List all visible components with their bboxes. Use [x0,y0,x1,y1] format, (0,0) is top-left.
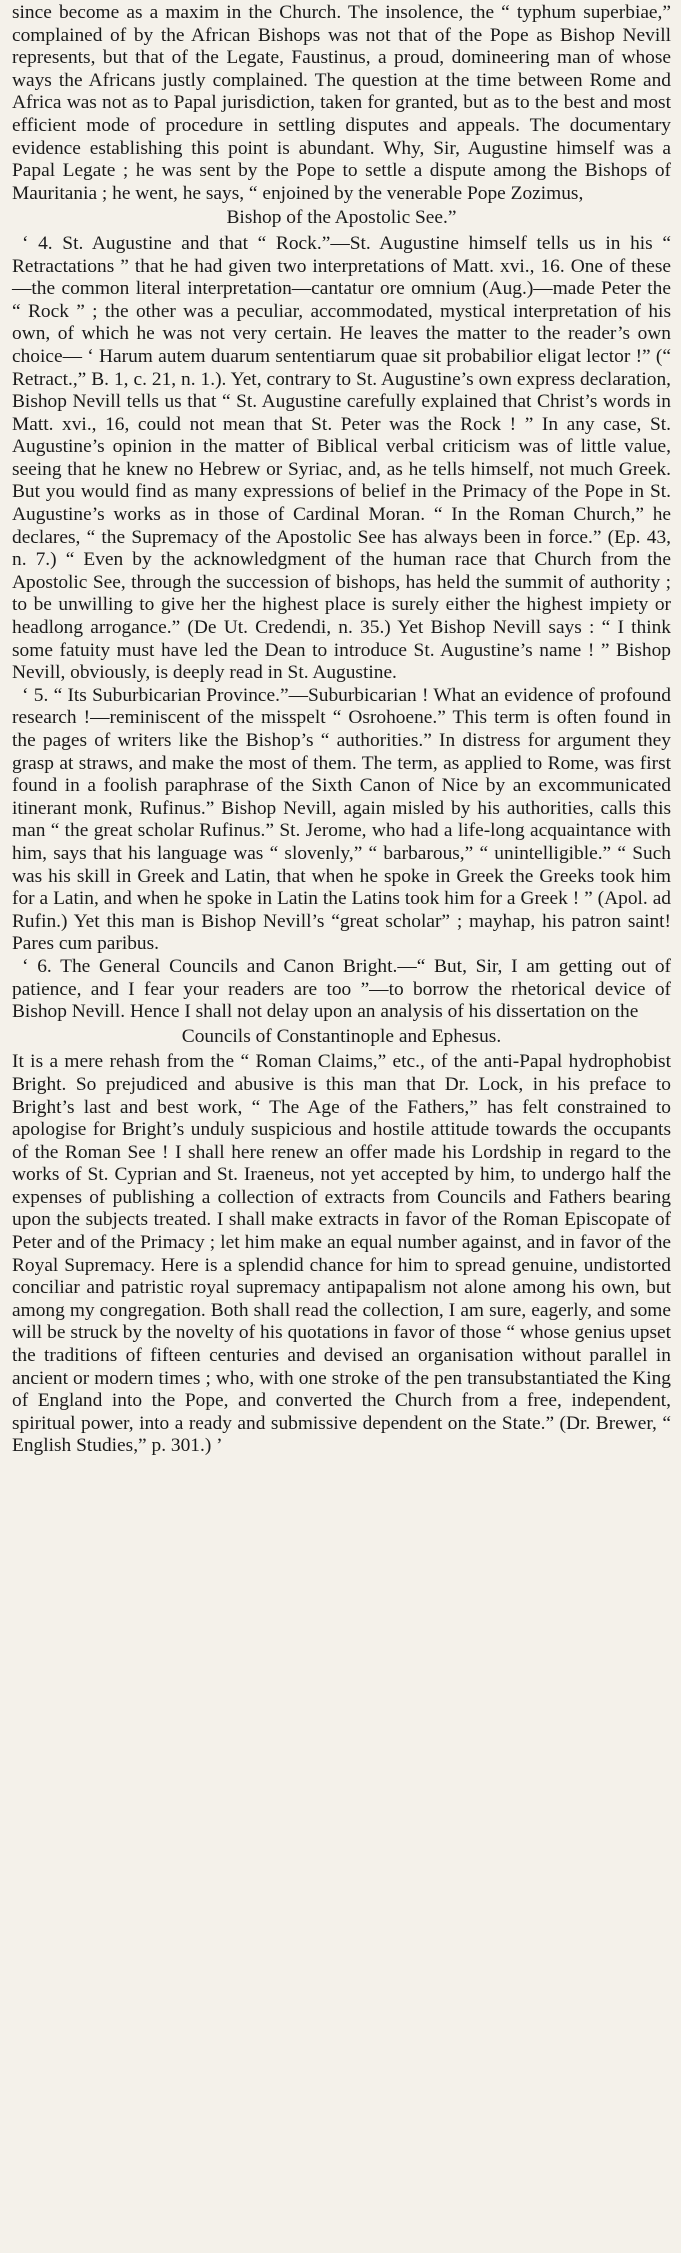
paragraph-augustine-rock: ‘ 4. St. Augustine and that “ Rock.”—St. Augustine himself tells us in his “ Retractations ” that he had given two interpretations of Matt. xvi., 16. One of these —the common literal interpretation—cantatur ore omnium (Aug.)—made Peter the “ Rock ” ; the other was a peculiar, accommodated, mystical interpretation of his own, of which he was not very certain. He leaves the matter to the reader’s own choice— ‘ Harum autem duarum sententiarum quae sit probabilior eligat lector !” (“ Retract.,” B. 1, c. 21, n. 1.). Yet, contrary to St. Augustine’s own express declaration, Bishop Nevill tells us that “ St. Augustine carefully explained that Christ’s words in Matt. xvi., 16, could not mean that St. Peter was the Rock ! ” In any case, St. Augustine’s opinion in the matter of Biblical verbal criticism was of little value, seeing that he knew no Hebrew or Syriac, and, as he tells himself, not much Greek. But you would find as many expressions of belief in the Primacy of the Pope in St. Augustine’s works as in those of Cardinal Moran. “ In the Roman Church,” he declares, “ the Supremacy of the Apostolic See has always been in force.” (Ep. 43, n. 7.) “ Even by the acknowledgment of the human race that Church from the Apostolic See, through the succession of bishops, has held the summit of authority ; to be unwilling to give her the highest place is surely either the highest impiety or headlong arrogance.” (De Ut. Credendi, n. 35.) Yet Bishop Nevill says : “ I think some fatuity must have led the Dean to introduce St. Augustine’s name ! ” Bishop Nevill, obviously, is deeply read in St. Augustine. [12,232,671,684]
heading-councils: Councils of Constantinople and Ephesus. [181,1025,502,1047]
paragraph-african-bishops: since become as a maxim in the Church. The insolence, the “ typhum superbiae,” complained of by the African Bishops was not that of the Pope as Bishop Nevill represents, but that of the Legate, Faustinus, a proud, domineering man of whose ways the Africans justly complained. The question at the time between Rome and Africa was not as to Papal jurisdiction, taken for granted, but as to the best and most efficient mode of procedure in settling disputes and appeals. The documentary evidence establishing this point is abundant. Why, Sir, Augustine himself was a Papal Legate ; he was sent by the Pope to settle a dispute among the Bishops of Mauritania ; he went, he says, “ enjoined by the venerable Pope Zozimus, [12,2,671,204]
heading-apostolic-see: Bishop of the Apostolic See.” [226,207,457,229]
paragraph-councils-bright: ‘ 6. The General Councils and Canon Bright.—“ But, Sir, I am getting out of patience, and I fear your readers are too ”—to borrow the rhetorical device of Bishop Nevill. Hence I shall not delay upon an analysis of his dissertation on the [12,955,671,1023]
article-column [12,2,671,1458]
paragraph-rehash: It is a mere rehash from the “ Roman Claims,” etc., of the anti-Papal hydrophobist Bright. So prejudiced and abusive is this man that Dr. Lock, in his preface to Bright’s last and best work, “ The Age of the Fathers,” has felt constrained to apologise for Bright’s unduly suspicious and hostile attitude towards the occupants of the Roman See ! I shall here renew an offer made his Lordship in regard to the works of St. Cyprian and St. Iraeneus, not yet accepted by him, to undergo half the expenses of publishing a collection of extracts from Councils and Fathers bearing upon the subjects treated. I shall make extracts in favor of the Roman Episcopate of Peter and of the Primacy ; let him make an equal number against, and in favor of the Royal Supremacy. Here is a splendid chance for him to spread genuine, undistorted conciliar and patristic royal supremacy antipapalism not alone among his own, but among my congregation. Both shall read the collection, I am sure, eagerly, and some will be struck by the novelty of his quotations in favor of those “ whose genius upset the traditions of fifteen centuries and devised an organisation without parallel in ancient or modern times ; who, with one stroke of the pen transubstantiated the King of England into the Pope, and converted the Church from a free, independent, spiritual power, into a ready and submissive dependent on the State.” (Dr. Brewer, “ English Studies,” p. 301.) ’ [12,1051,671,1457]
paragraph-suburbicarian: ‘ 5. “ Its Suburbicarian Province.”—Suburbicarian ! What an evidence of profound research !—reminiscent of the misspelt “ Osrohoene.” This term is often found in the pages of writers like the Bishop’s “ authorities.” In distress for argument they grasp at straws, and make the most of them. The term, as applied to Rome, was first found in a foolish paraphrase of the Sixth Canon of Nice by an excommunicated itinerant monk, Rufinus.” Bishop Nevill, again misled by his authorities, calls this man “ the great scholar Rufinus.” St. Jerome, who had a life-long acquaintance with him, says that his language was “ slovenly,” “ barbarous,” “ unintelligible.” “ Such was his skill in Greek and Latin, that when he spoke in Greek the Greeks took him for a Latin, and when he spoke in Latin the Latins took him for a Greek ! ” (Apol. ad Rufin.) Yet this man is Bishop Nevill’s “great scholar” ; mayhap, his patron saint! Pares cum paribus. [12,684,671,955]
